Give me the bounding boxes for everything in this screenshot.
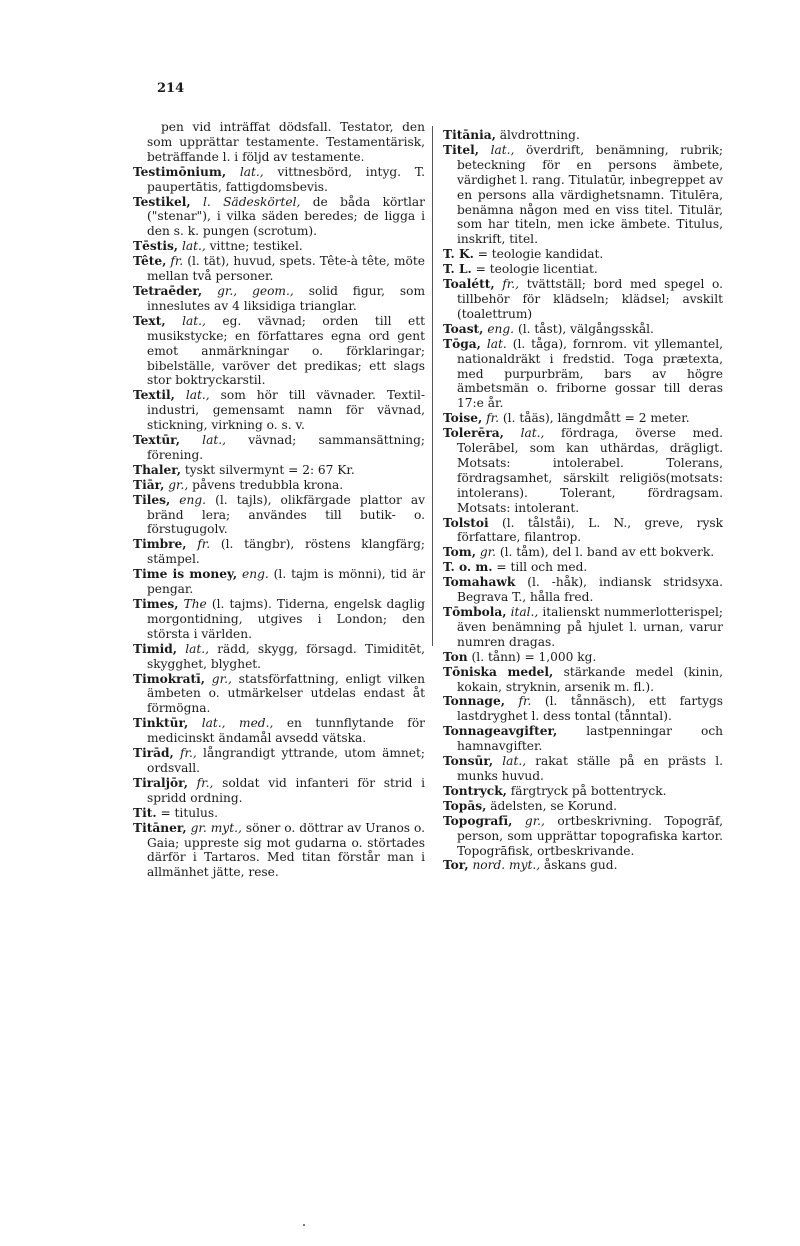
entry-usage-note: gr., (524, 813, 545, 828)
entry-headword: Tontryck, (443, 783, 507, 798)
dictionary-entry (443, 784, 723, 799)
entry-headword: Time is money, (133, 567, 238, 582)
entry-usage-note: lat., (182, 313, 206, 328)
entry-definition: italienskt nummerlotterispel; även benämning på hjulet l. urnan, varur numren dragas. (457, 605, 724, 649)
entry-headword: Toast, (443, 321, 484, 336)
entry-headword: Tom, (443, 545, 476, 560)
entry-headword: Textūr, (133, 433, 180, 448)
entry-usage-note: lat., (202, 433, 226, 448)
entry-definition: stärkande medel (kinin, kokain, stryknin, arsenik m. fl.). (457, 664, 724, 694)
entry-headword: Tēstis, (133, 239, 179, 254)
dictionary-entry (443, 262, 723, 277)
entry-headword: Topografī, (443, 813, 513, 828)
page-number: 214 (157, 81, 185, 96)
entry-usage-note: fr. (486, 411, 500, 426)
dictionary-entry (133, 537, 425, 567)
entry-usage-note: l. Sädeskörtel, (202, 194, 301, 209)
dictionary-entry (443, 665, 723, 695)
entry-definition: (l. tånn) = 1,000 kg. (471, 649, 597, 664)
entry-headword: Titāner, (133, 820, 187, 835)
entry-definition: = teologie licentiat. (475, 262, 598, 277)
entry-definition: = titulus. (160, 805, 218, 820)
entry-definition: (l. tajms). Tiderna, engelsk daglig morgontidning, utgives i London; den största i världen. (147, 597, 426, 641)
dictionary-entry (133, 821, 425, 881)
entry-definition: rakat ställe på en prästs l. munks huvud. (457, 754, 724, 783)
entry-definition: (l. tajls), olikfärgade plattor av bränd lera; användes till butik- o. förstugugolv. (147, 492, 426, 537)
dictionary-entry (443, 754, 723, 784)
entry-definition: (l. tåäs), längdmått = 2 meter. (502, 411, 690, 426)
entry-usage-note: lat., (490, 142, 515, 157)
entry-definition: ortbeskrivning. Topogrāf, person, som upprättar topografiska kartor. Topogrāfisk, ortbeskrivande. (457, 813, 723, 858)
entry-definition: pen vid inträffat dödsfall. Testator, den som upprättar testamente. Testamentärisk, beträffande l. i följd av testamente. (147, 120, 425, 164)
entry-usage-note: gr., geom., (217, 283, 294, 298)
dictionary-entry (443, 426, 723, 515)
entry-headword: T. K. (443, 247, 474, 262)
dictionary-entry (133, 806, 425, 821)
entry-definition: påvens tredubbla krona. (192, 477, 344, 492)
entry-usage-note: lat., med., (201, 716, 274, 731)
dictionary-entry (443, 322, 723, 337)
entry-definition: (l. tajm is mönni), tid är pengar. (147, 567, 426, 597)
entry-definition: färgtryck på bottentryck. (510, 783, 667, 798)
entry-headword: Tetraēder, (133, 283, 203, 298)
entry-definition: solid figur, som inneslutes av 4 liksidiga trianglar. (147, 283, 426, 313)
dictionary-entry (133, 567, 425, 597)
dictionary-entry (443, 143, 723, 247)
entry-usage-note: The (183, 597, 207, 611)
entry-headword: Timokratī, (133, 671, 205, 686)
entry-definition: (l. -håk), indiansk stridsyxa. Begrava T., hålla fred. (457, 575, 724, 605)
dictionary-entry (133, 478, 425, 493)
entry-headword: Times, (133, 597, 179, 611)
entry-usage-note: eng. (242, 567, 269, 582)
entry-usage-note: fr. (518, 694, 532, 709)
entry-usage-note: gr., (168, 477, 189, 492)
entry-usage-note: lat., (239, 164, 264, 179)
dictionary-entry (133, 165, 425, 195)
dictionary-entry (443, 858, 723, 873)
entry-definition: = till och med. (496, 560, 588, 575)
dictionary-entry (133, 314, 425, 389)
entry-definition: (l. tåga), fornrom. vit yllemantel, nationaldräkt i fredstid. Toga prætexta, med purpurbräm, bars av högre ämbetsmän o. friborne gossar till deras 17:e år. (457, 336, 724, 411)
entry-headword: Toise, (443, 411, 483, 426)
entry-usage-note: ital., (510, 605, 539, 619)
dictionary-entry (443, 814, 723, 859)
dictionary-entry (133, 195, 425, 240)
column-divider (432, 126, 433, 646)
entry-usage-note: fr. (170, 254, 184, 269)
entry-usage-note: lat. (486, 336, 507, 351)
entry-headword: Tomahawk (443, 575, 516, 590)
right-column (443, 128, 723, 873)
entry-headword: Tête, (133, 254, 167, 269)
dictionary-entry (133, 746, 425, 776)
dictionary-entry (443, 724, 723, 754)
dictionary-entry (133, 776, 425, 806)
dictionary-entry (443, 411, 723, 426)
entry-usage-note: nord. myt., (472, 858, 541, 873)
entry-headword: Tor, (443, 858, 469, 873)
entry-definition: ädelsten, se Korund. (490, 798, 617, 813)
entry-headword: Tolerēra, (443, 426, 504, 441)
dictionary-entry (443, 575, 723, 605)
entry-headword: Tonsūr, (443, 754, 494, 769)
entry-definition: vittne; testikel. (209, 239, 303, 254)
left-column (133, 120, 425, 880)
entry-definition: (l. tåm), del l. band av ett bokverk. (499, 545, 715, 560)
dictionary-entry (443, 560, 723, 575)
entry-usage-note: gr. (479, 545, 496, 560)
dictionary-entry (443, 128, 723, 143)
dictionary-entry (133, 239, 425, 254)
dictionary-entry (133, 642, 425, 672)
entry-usage-note: lat., (181, 239, 206, 254)
dictionary-entry (133, 672, 425, 717)
entry-headword: Ton (443, 649, 468, 664)
entry-definition: = teologie kandidat. (477, 247, 604, 262)
entry-definition: vittnesbörd, intyg. T. paupertātis, fattigdomsbevis. (147, 164, 426, 194)
entry-definition: vävnad; sammansättning; förening. (147, 433, 426, 462)
entry-headword: Titel, (443, 142, 479, 157)
entry-definition: som hör till vävnader. Textil-industri, gemensamt namn för vävnad, stickning, virkning o. s. v. (147, 388, 425, 433)
entry-headword: Titānia, (443, 128, 496, 142)
entry-definition: rädd, skygg, försagd. Timiditēt, skygghet, blyghet. (147, 641, 426, 671)
entry-definition: de båda körtlar ("stenar"), i vilka säden beredes; de ligga i den s. k. pungen (scrotum). (147, 194, 426, 239)
dictionary-entry (443, 650, 723, 665)
entry-headword: Tonnage, (443, 694, 505, 709)
entry-headword: T. L. (443, 262, 472, 277)
entry-headword: Tōniska medel, (443, 664, 554, 679)
dictionary-entry (133, 716, 425, 746)
entry-definition: överdrift, benämning, rubrik; beteckning för en persons ämbete, värdighet l. rang. Titulatūr, inbegreppet av en persons alla värdighetsnamn. Titulēra, benämna någon med en viss titel. Titulär, som har titeln, men icke ämbete. Titulus, inskrift, titel. (457, 142, 723, 247)
entry-headword: T. o. m. (443, 560, 493, 575)
entry-headword: Testikel, (133, 194, 191, 209)
dictionary-entry (133, 463, 425, 478)
entry-definition: statsförfattning, enligt vilken ämbeten o. utmärkelser utdelas endast åt förmögna. (147, 671, 425, 716)
dictionary-entry (443, 799, 723, 814)
entry-definition: (l. tålståi), L. N., greve, rysk författare, filantrop. (457, 515, 724, 545)
entry-headword: Timid, (133, 641, 177, 656)
dictionary-entry (133, 254, 425, 284)
entry-definition: (l. tånnäsch), ett fartygs lastdryghet l. dess tontal (tånntal). (457, 694, 724, 724)
dictionary-entry (443, 277, 723, 322)
entry-headword: Testimōnium, (133, 164, 227, 179)
print-speck (303, 1224, 305, 1226)
entry-usage-note: gr. myt., (190, 820, 242, 835)
dictionary-entry (133, 388, 425, 433)
entry-usage-note: lat., (520, 426, 545, 441)
dictionary-entry (133, 433, 425, 463)
entry-usage-note: eng. (487, 321, 515, 336)
entry-headword: Tiār, (133, 477, 165, 492)
entry-headword: Topās, (443, 798, 487, 813)
entry-usage-note: fr., (502, 277, 520, 292)
entry-usage-note: fr., (196, 775, 214, 790)
entry-headword: Tōga, (443, 336, 481, 351)
entry-definition: soldat vid infanteri för strid i spridd ordning. (147, 775, 426, 805)
dictionary-entry (443, 337, 723, 412)
entry-headword: Tonnageavgifter, (443, 724, 558, 739)
dictionary-entry (443, 545, 723, 560)
entry-headword: Toalétt, (443, 277, 495, 292)
entry-definition: (l. tåst), välgångsskål. (517, 321, 654, 336)
entry-headword: Tiles, (133, 492, 171, 507)
entry-definition: tyskt silvermynt = 2: 67 Kr. (184, 462, 355, 477)
entry-headword: Tolstoi (443, 515, 489, 530)
entry-definition: åskans gud. (543, 858, 618, 873)
dictionary-entry (443, 694, 723, 724)
entry-definition: älvdrottning. (499, 128, 580, 142)
entry-usage-note: lat., (185, 641, 209, 656)
dictionary-entry (443, 516, 723, 546)
entry-definition: en tunnflytande för medicinskt ändamål avsedd vätska. (147, 716, 425, 746)
entry-definition: långrandigt yttrande, utom ämnet; ordsvall. (147, 746, 425, 775)
entry-headword: Tirād, (133, 746, 174, 761)
entry-usage-note: eng. (179, 492, 207, 507)
entry-usage-note: lat., (502, 754, 527, 769)
dictionary-entry (133, 597, 425, 642)
entry-definition: (l. tät), huvud, spets. Tête-à tête, möte mellan två personer. (147, 254, 425, 284)
entry-headword: Timbre, (133, 537, 187, 552)
entry-usage-note: lat., (185, 388, 210, 403)
entry-definition: tvättställ; bord med spegel o. tillbehör för klädseln; klädsel; avskilt (toalettrum) (457, 277, 724, 321)
dictionary-entry (133, 120, 425, 165)
dictionary-entry (133, 493, 425, 538)
entry-definition: fördraga, överse med. Tolerābel, som kan uthärdas, drägligt. Motsats: intolerabel. Tolerans, fördragsamhet, särskilt religiös(motsats: intolerans). Tolerant, fördragsam. Motsats: intolerant. (457, 426, 724, 515)
entry-headword: Tinktūr, (133, 716, 189, 731)
entry-definition: eg. vävnad; orden till ett musikstycke; en författares egna ord gent emot anmärkningar o. förklaringar; bibelställe, varöver det predikas; ett slags stor boktryckarstil. (147, 313, 426, 388)
entry-headword: Tit. (133, 805, 157, 820)
entry-usage-note: fr. (197, 537, 211, 552)
entry-definition: söner o. döttrar av Uranos o. Gaia; uppreste sig mot gudarna o. störtades därför i Tartaros. Med titan förstår man i allmänhet jätte, rese. (147, 820, 426, 880)
entry-definition: lastpenningar och hamnavgifter. (457, 724, 724, 754)
entry-headword: Tōmbola, (443, 605, 507, 619)
entry-headword: Textil, (133, 388, 175, 403)
entry-usage-note: gr., (211, 671, 232, 686)
dictionary-entry (443, 605, 723, 650)
dictionary-entry (443, 247, 723, 262)
entry-headword: Tiraljōr, (133, 775, 188, 790)
entry-headword: Thaler, (133, 462, 181, 477)
entry-definition: (l. tängbr), röstens klangfärg; stämpel. (147, 537, 426, 567)
entry-headword: Text, (133, 313, 166, 328)
dictionary-entry (133, 284, 425, 314)
entry-usage-note: fr., (180, 746, 197, 761)
